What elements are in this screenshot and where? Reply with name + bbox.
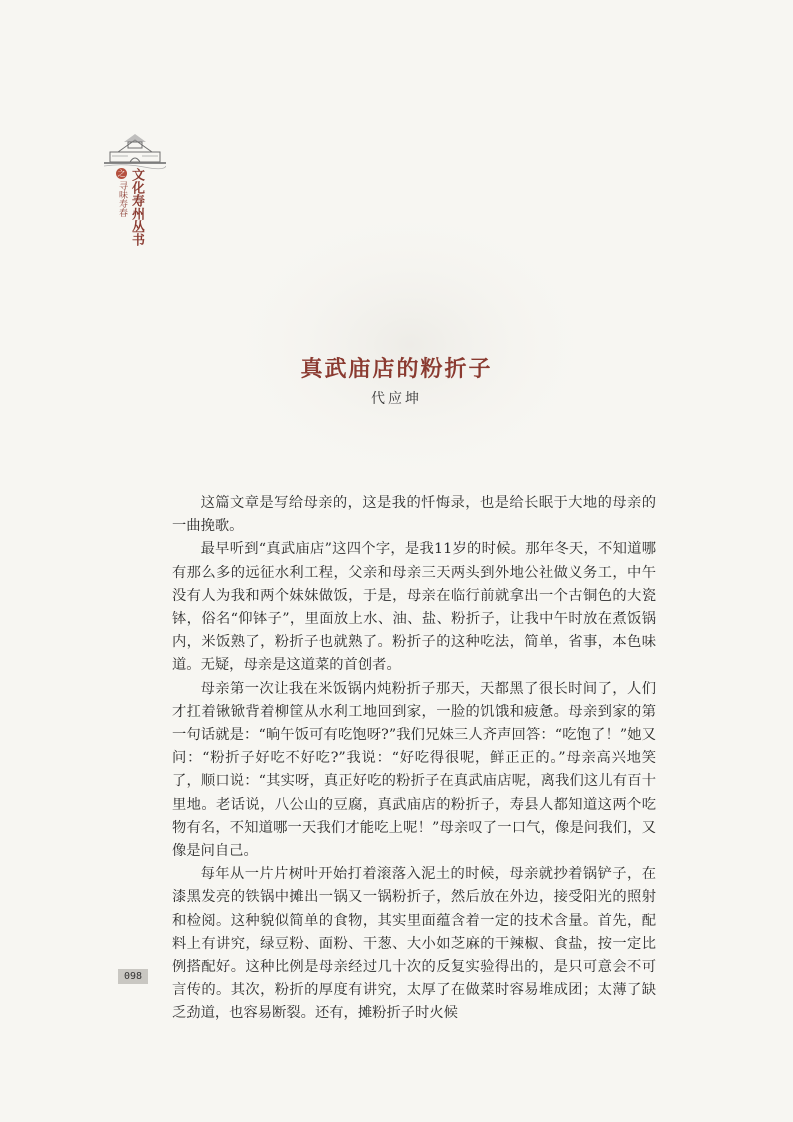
page-number: 098 [118, 969, 148, 984]
series-label [116, 168, 143, 246]
article-author: 代应坤 [371, 391, 422, 407]
series-circle-mark: 之 [117, 169, 126, 178]
paragraph: 这篇文章是写给母亲的，这是我的忏悔录，也是给长眠于大地的母亲的一曲挽歌。 [172, 495, 656, 535]
paragraph: 母亲第一次让我在米饭锅内炖粉折子那天，天都黑了很长时间了，人们才扛着锹锨背着柳筐从水利工地回到家，一脸的饥饿和疲惫。母亲到家的第一句话就是：“晌午饭可有吃饱呀?”我们兄妹三人齐声回答：“吃饱了！”她又问：“粉折子好吃不好吃?”我说：“好吃得很呢，鲜正正的。”母亲高兴地笑了，顺口说：“其实呀，真正好吃的粉折子在真武庙店呢，离我们这儿有百十里地。老话说，八公山的豆腐，真武庙店的粉折子，寿县人都知道这两个吃物有名，不知道哪一天我们才能吃上呢！”母亲叹了一口气，像是问我们，又像是问自己。 [172, 680, 656, 860]
article-title: 真武庙店的粉折子 [300, 356, 493, 382]
series-subtitle: 寻味寿春 [117, 181, 127, 217]
faint-backdrop-texture [230, 210, 590, 480]
article-body [172, 492, 656, 1026]
series-subtitle-group [116, 168, 127, 246]
series-main-title: 文化寿州丛书 [129, 168, 144, 246]
paragraph: 最早听到“真武庙店”这四个字，是我11岁的时候。那年冬天，不知道哪有那么多的远征水利工程，父亲和母亲三天两头到外地公社做义务工，中午没有人为我和两个妹妹做饭，于是，母亲在临行前就拿出一个古铜色的大瓷钵，俗名“仰钵子”，里面放上水、油、盐、粉折子，让我中午时放在煮饭锅内，米饭熟了，粉折子也就熟了。粉折子的这种吃法，简单，省事，本色味道。无疑，母亲是这道菜的首创者。 [172, 541, 656, 674]
paragraph: 每年从一片片树叶开始打着滚落入泥土的时候，母亲就抄着锅铲子，在漆黑发亮的铁锅中摊出一锅又一锅粉折子，然后放在外边，接受阳光的照射和检阅。这种貌似简单的食物，其实里面蕴含着一定的技术含量。首先，配料上有讲究，绿豆粉、面粉、干葱、大小如芝麻的干辣椒、食盐，按一定比例搭配好。这种比例是母亲经过几十次的反复实验得出的，是只可意会不可言传的。其次，粉折的厚度有讲究，太厚了在做菜时容易堆成团；太薄了缺乏劲道，也容易断裂。还有，摊粉折子时火候 [172, 866, 656, 1022]
